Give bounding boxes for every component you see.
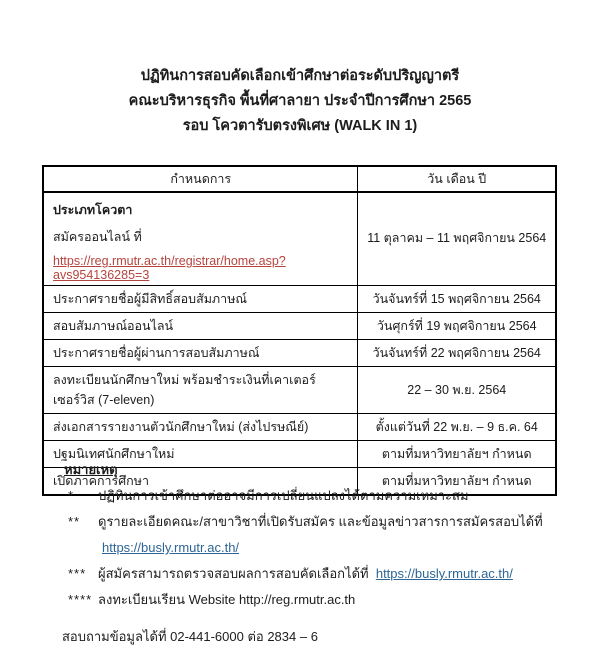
date-cell: ตามที่มหาวิทยาลัยฯ กำหนด: [358, 468, 556, 496]
date-cell: ตามที่มหาวิทยาลัยฯ กำหนด: [358, 441, 556, 468]
contact-info: สอบถามข้อมูลได้ที่ 02-441-6000 ต่อ 2834 – 6: [62, 629, 318, 644]
note-text: ลงทะเบียนเรียน Website http://reg.rmutr.ac.th: [98, 592, 356, 607]
date-cell: วันศุกร์ที่ 19 พฤศจิกายน 2564: [358, 313, 556, 340]
note-marker: ***: [68, 566, 87, 581]
table-row: [43, 367, 556, 414]
document-title: [0, 64, 600, 139]
activity-cell: สอบสัมภาษณ์ออนไลน์: [43, 313, 358, 340]
note-marker: *: [68, 488, 75, 503]
busly-link-1[interactable]: https://busly.rmutr.ac.th/: [102, 540, 240, 555]
activity-cell: ประกาศรายชื่อผู้มีสิทธิ์สอบสัมภาษณ์: [43, 286, 358, 313]
quota-date-cell: [358, 192, 556, 286]
date-cell: วันจันทร์ที่ 15 พฤศจิกายน 2564: [358, 286, 556, 313]
note-text-inline: ผู้สมัครสามารถตรวจสอบผลการสอบคัดเลือกได้ที่: [98, 566, 369, 581]
table-row: [43, 286, 556, 313]
note-text: ดูรายละเอียดคณะ/สาขาวิชาที่เปิดรับสมัคร และข้อมูลข่าวสารการสมัครสอบได้ที่: [98, 514, 543, 529]
title-line-3: รอบ โควตารับตรงพิเศษ (WALK IN 1): [182, 118, 418, 134]
table-row: [43, 414, 556, 441]
header-activity: กำหนดการ: [43, 166, 358, 192]
activity-cell: ประกาศรายชื่อผู้ผ่านการสอบสัมภาษณ์: [43, 340, 358, 367]
note-text: ปฏิทินการเข้าศึกษาต่ออาจมีการเปลี่ยนแปลงได้ตามความเหมาะสม: [98, 488, 469, 503]
quota-date: 11 ตุลาคม – 11 พฤศจิกายน 2564: [367, 231, 547, 245]
table-header-row: [43, 166, 556, 192]
table-row: [43, 313, 556, 340]
notes-section: [64, 460, 564, 616]
date-cell: 22 – 30 พ.ย. 2564: [358, 367, 556, 414]
table-row: [43, 340, 556, 367]
table-row-quota: [43, 192, 556, 286]
quota-activity-cell: [43, 192, 358, 286]
calendar-table: [42, 165, 557, 496]
activity-cell: เปิดภาคการศึกษา: [43, 468, 358, 496]
activity-cell: ส่งเอกสารรายงานตัวนักศึกษาใหม่ (ส่งไปรษณีย์): [43, 414, 358, 441]
date-cell: ตั้งแต่วันที่ 22 พ.ย. – 9 ธ.ค. 64: [358, 414, 556, 441]
note-text: [98, 564, 564, 584]
activity-cell: ปฐมนิเทศนักศึกษาใหม่: [43, 441, 358, 468]
note-item-4: [64, 590, 564, 610]
title-line-2: คณะบริหารธุรกิจ พื้นที่ศาลายา ประจำปีการศึกษา 2565: [128, 93, 472, 109]
activity-cell: ลงทะเบียนนักศึกษาใหม่ พร้อมชำระเงินที่เคาเตอร์เซอร์วิส (7-eleven): [43, 367, 358, 414]
quota-subheading: สมัครออนไลน์ ที่: [53, 230, 142, 244]
note-marker: ****: [68, 592, 93, 607]
note-item-3: [64, 564, 564, 584]
busly-link-2[interactable]: https://busly.rmutr.ac.th/: [375, 566, 513, 581]
note-item-1: [64, 486, 564, 506]
notes-heading: หมายเหตุ: [64, 462, 118, 477]
date-cell: วันจันทร์ที่ 22 พฤศจิกายน 2564: [358, 340, 556, 367]
header-date: วัน เดือน ปี: [358, 166, 556, 192]
note-item-2: [64, 512, 564, 532]
quota-heading: ประเภทโควตา: [53, 203, 133, 217]
note-marker: **: [68, 514, 81, 529]
registration-link[interactable]: https://reg.rmutr.ac.th/registrar/home.asp?avs954136285=3: [53, 254, 286, 282]
title-line-1: ปฏิทินการสอบคัดเลือกเข้าศึกษาต่อระดับปริญญาตรี: [140, 68, 460, 84]
